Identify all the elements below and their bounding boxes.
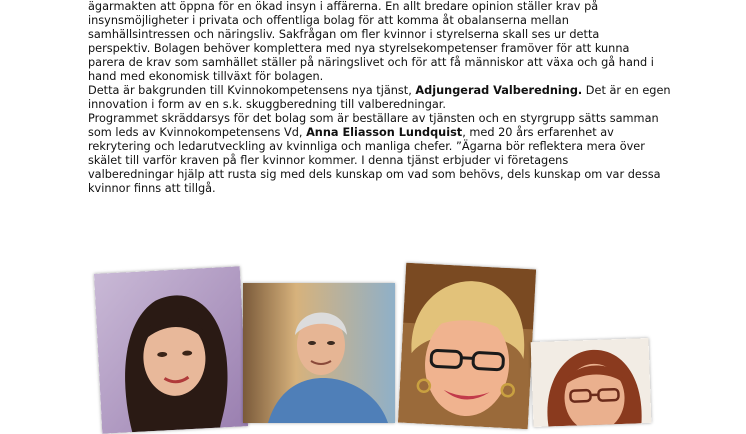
photo-man-grey-hair (243, 283, 395, 423)
paragraph-3-text-a: Programmet skräddarsys för det bolag som är beställare av tjänsten och en styrgrupp sätts samman som leds av Kvinnokompetensens Vd, (88, 112, 659, 139)
ceo-name: Anna Eliasson Lundquist (306, 126, 462, 139)
photo-woman-red-glasses (531, 338, 652, 427)
paragraph-2-text-a: Detta är bakgrunden till Kvinnokompetensens nya tjänst, (88, 84, 415, 97)
photo-woman-dark-hair (94, 266, 248, 433)
paragraph-2-text-b: Det är en egen innovation i form av en s.k. skuggberedning till valberedningar. (88, 84, 671, 111)
service-name: Adjungerad Valberedning. (415, 84, 582, 97)
paragraph-3-text-b: , med 20 års erfarenhet av rekrytering och ledarutveckling av kvinnliga och manliga chefer. ”Ägarna bör reflektera mera över skälet till varför kraven på fler kvinnor kommer. I denna tjänst erbjuder vi företagens valberedningar hjälp att rusta sig med dels kunskap om vad som behövs, dels kunskap om var dessa kvinnor finns att tillgå. (88, 126, 661, 195)
photo-woman-blonde-glasses (398, 263, 536, 430)
document-body (88, 0, 678, 196)
paragraph-3 (88, 112, 678, 196)
paragraph-1: ägarmakten att öppna för en ökad insyn i affärerna. En allt bredare opinion ställer krav på insynsmöjligheter i privata och offentliga bolag för att komma åt obalanserna mellan samhällsintressen och näringsliv. Sakfrågan om fler kvinnor i styrelserna skall ses ur detta perspektiv. Bolagen behöver komplettera med nya styrelsekompetenser framöver för att kunna parera de krav som samhället ställer på näringslivet och för att få människor att växa och gå hand i hand med ekonomisk tillväxt för bolagen. (88, 0, 678, 84)
paragraph-2 (88, 84, 678, 112)
